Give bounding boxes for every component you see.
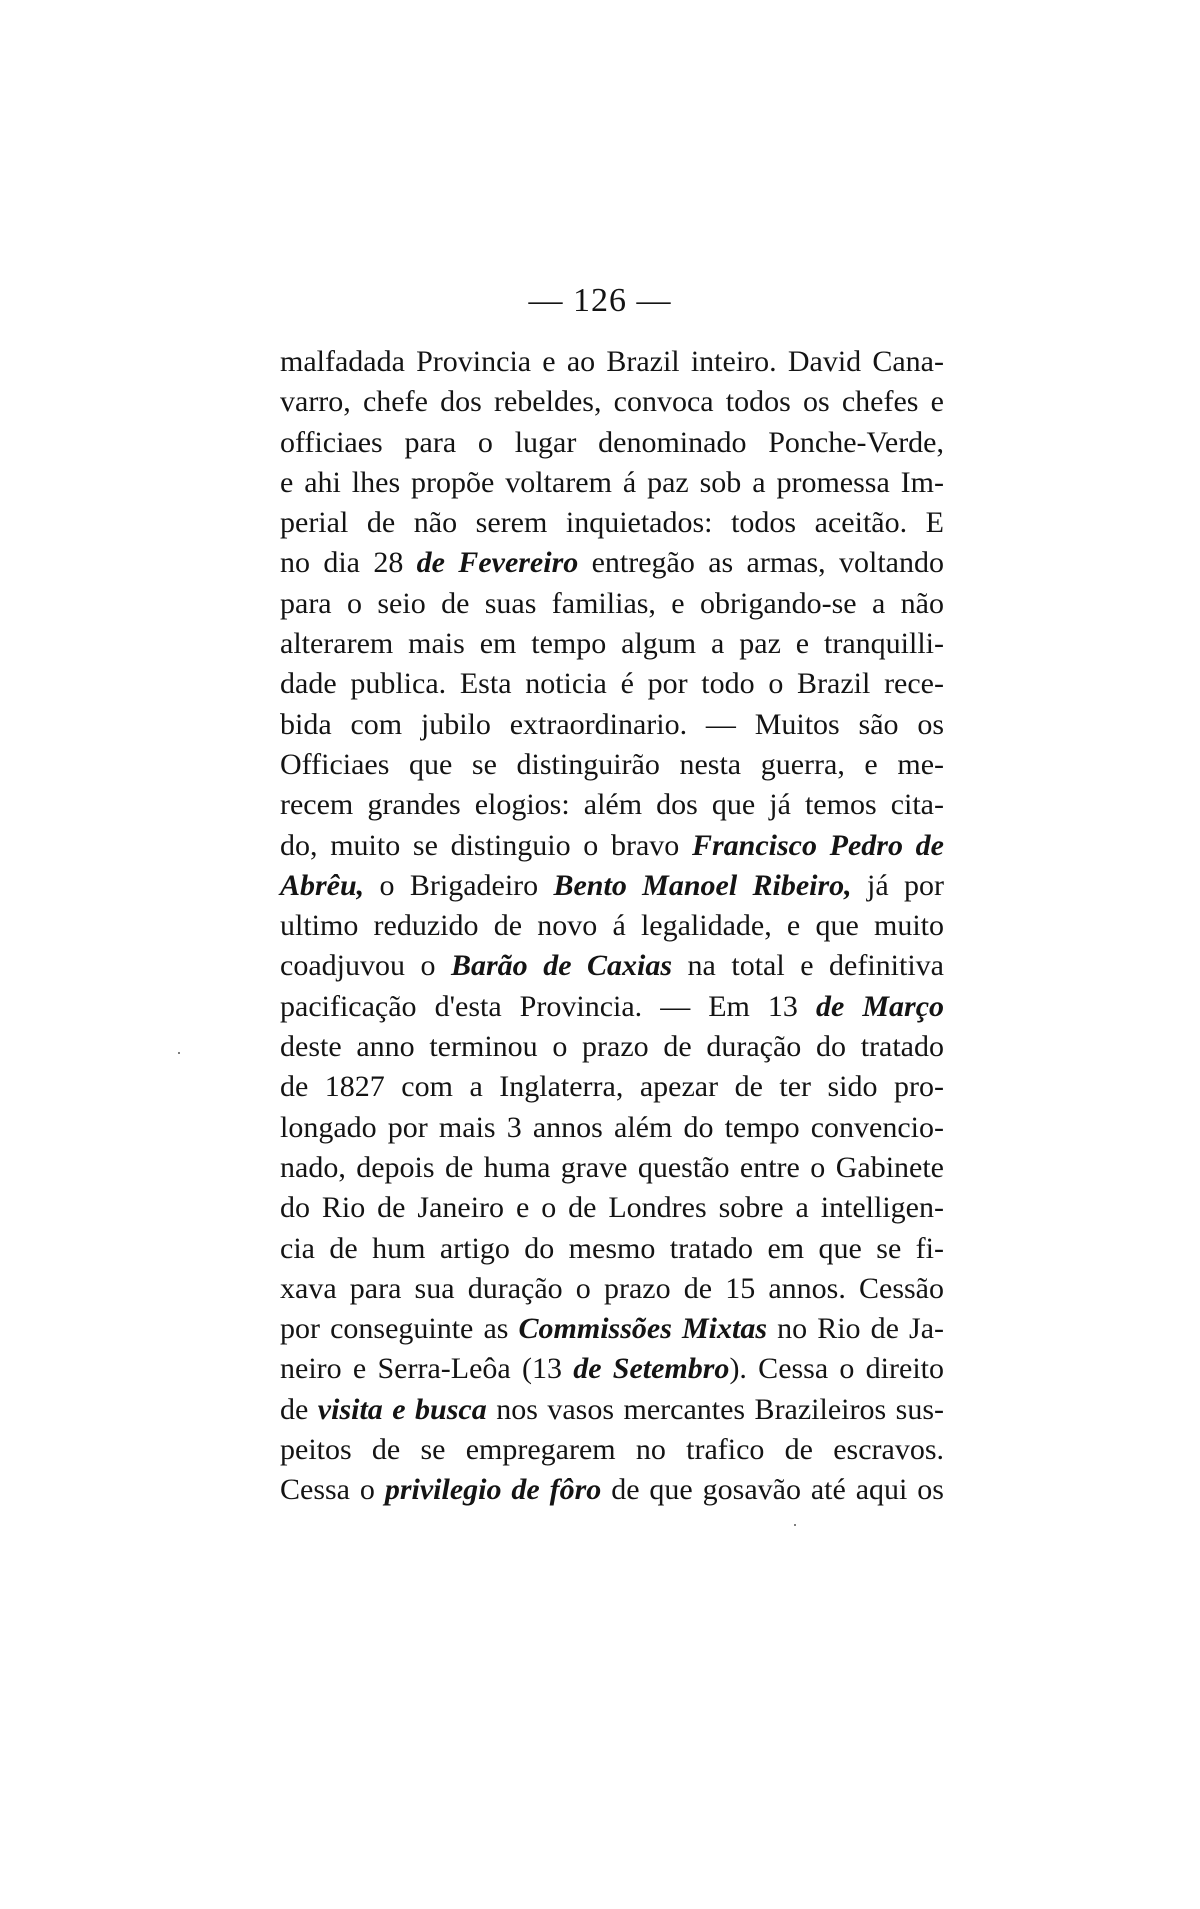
text-line (280, 342, 944, 382)
text-line (280, 584, 944, 624)
text-line (280, 1430, 944, 1470)
text-line (280, 987, 944, 1027)
text-line (280, 785, 944, 825)
text-run: neiro e Serra-Leôa (13 (280, 1352, 574, 1386)
text-run: dade publica. Esta noticia é por todo o Brazil rece- (280, 667, 944, 701)
text-run: bida com jubilo extraordinario. — Muitos são os (280, 707, 944, 741)
text-run: peitos de se empregarem no trafico de escravos. (280, 1433, 944, 1467)
italic-phrase: privilegio de fôro (384, 1473, 602, 1507)
text-run: pacificação d'esta Provincia. — Em 13 (280, 989, 816, 1023)
text-run: varro, chefe dos rebeldes, convoca todos os chefes e (280, 385, 944, 419)
text-run: ultimo reduzido de novo á legalidade, e que muito (280, 909, 944, 943)
text-line (280, 423, 944, 463)
italic-phrase: Abrêu, (280, 868, 365, 902)
text-run: para o seio de suas familias, e obrigando-se a não (280, 586, 944, 620)
italic-phrase: Commissões Mixtas (518, 1312, 768, 1346)
text-line (280, 1229, 944, 1269)
text-line (280, 1269, 944, 1309)
italic-phrase: de Fevereiro (416, 546, 579, 580)
text-run: de 1827 com a Inglaterra, apezar de ter sido pro- (280, 1070, 944, 1104)
text-run: ). Cessa o direito (729, 1352, 944, 1386)
page-number: — 126 — (528, 282, 672, 319)
text-run: nos vasos mercantes Brazileiros sus- (486, 1392, 944, 1426)
text-run: no dia 28 (280, 546, 417, 580)
text-run: no Rio de Ja- (767, 1312, 945, 1346)
print-speck (794, 1524, 796, 1526)
text-line (280, 1027, 944, 1067)
text-line (280, 1349, 944, 1389)
text-run: cia de hum artigo do mesmo tratado em que se fi- (280, 1231, 944, 1265)
text-run: do Rio de Janeiro e o de Londres sobre a intelligen- (280, 1191, 944, 1225)
italic-phrase: visita e busca (317, 1392, 487, 1426)
text-run: do, muito se distinguio o bravo (280, 828, 692, 862)
text-line (280, 1148, 944, 1188)
text-line (280, 463, 944, 503)
italic-phrase: de Setembro (573, 1352, 730, 1386)
italic-phrase: Francisco Pedro de (691, 828, 944, 862)
text-run: entregão as armas, voltando (578, 546, 944, 580)
text-run: de que gosavão até aqui os (601, 1473, 944, 1507)
text-line (280, 1309, 944, 1349)
text-line (280, 866, 944, 906)
text-run: recem grandes elogios: além dos que já temos cita- (280, 788, 944, 822)
text-run: longado por mais 3 annos além do tempo convencio- (280, 1110, 944, 1144)
body-text (280, 342, 944, 1511)
italic-phrase: Bento Manoel Ribeiro, (553, 868, 852, 902)
text-run: e ahi lhes propõe voltarem á paz sob a promessa Im- (280, 465, 944, 499)
text-run: na total e definitiva (672, 949, 944, 983)
text-line (280, 946, 944, 986)
text-line (280, 382, 944, 422)
print-speck (178, 1052, 180, 1054)
text-line (280, 1067, 944, 1107)
text-run: nado, depois de huma grave questão entre o Gabinete (280, 1150, 944, 1184)
text-line (280, 1470, 944, 1510)
italic-phrase: Barão de Caxias (451, 949, 673, 983)
text-line (280, 1188, 944, 1228)
text-run: o Brigadeiro (364, 868, 554, 902)
text-run: de (280, 1392, 318, 1426)
text-line (280, 826, 944, 866)
text-line (280, 705, 944, 745)
text-line (280, 543, 944, 583)
text-run: por conseguinte as (280, 1312, 519, 1346)
text-run: perial de não serem inquietados: todos aceitão. E (280, 506, 944, 540)
text-run: alterarem mais em tempo algum a paz e tranquilli- (280, 627, 944, 661)
text-line (280, 745, 944, 785)
text-line (280, 664, 944, 704)
text-run: deste anno terminou o prazo de duração do tratado (280, 1030, 944, 1064)
italic-phrase: de Março (815, 989, 945, 1023)
text-run: Cessa o (280, 1473, 385, 1507)
text-run: malfadada Provincia e ao Brazil inteiro. David Cana- (280, 345, 944, 378)
text-line (280, 906, 944, 946)
text-run: já por (851, 868, 944, 902)
text-line (280, 624, 944, 664)
text-line (280, 503, 944, 543)
text-run: officiaes para o lugar denominado Ponche-Verde, (280, 425, 944, 459)
text-run: xava para sua duração o prazo de 15 annos. Cessão (280, 1271, 944, 1305)
text-run: coadjuvou o (280, 949, 451, 983)
text-line (280, 1390, 944, 1430)
text-run: Officiaes que se distinguirão nesta guerra, e me- (280, 747, 944, 781)
text-line (280, 1108, 944, 1148)
